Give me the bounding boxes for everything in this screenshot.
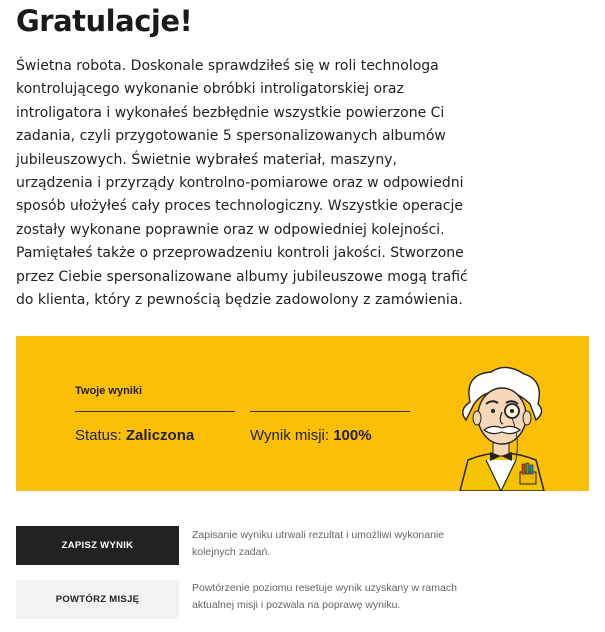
status-label: Status: xyxy=(75,427,126,444)
score-value: 100% xyxy=(333,427,372,444)
save-result-button[interactable]: ZAPISZ WYNIK xyxy=(16,526,179,565)
page-title: Gratulacje! xyxy=(16,4,193,38)
results-divider-score xyxy=(250,411,410,412)
congratulations-message: Świetna robota. Doskonale sprawdziłeś się w roli technologa kontrolującego wykonanie obróbki introligatorskiej oraz introligatora i wykonałeś bezbłędnie wszystkie powierzone Ci zadania, czyli przygotowanie 5 spersonalizowanych albumów jubileuszowych. Świetnie wybrałeś materiał, maszyny, urządzenia i przyrządy kontrolno-pomiarowe oraz w odpowiedni sposób ułożyłeś cały proces technologiczny. Wszystkie operacje zostały wykonane poprawnie oraz w odpowiedniej kolejności. Pamiętałeś także o przeprowadzeniu kontroli jakości. Stworzone przez Ciebie spersonalizowane albumy jubileuszowe mogą trafić do klienta, który z pewnością będzie zadowolony z zamówienia. xyxy=(16,58,468,309)
score-label: Wynik misji: xyxy=(250,427,334,444)
results-divider-status xyxy=(75,411,235,412)
save-result-hint: Zapisanie wyniku utrwali rezultat i umożliwi wykonanie kolejnych zadań. xyxy=(192,529,445,558)
results-panel xyxy=(16,336,589,491)
professor-mascot-icon xyxy=(446,364,556,491)
retry-mission-button[interactable]: POWTÓRZ MISJĘ xyxy=(16,580,179,619)
status-readout xyxy=(75,427,194,444)
score-readout xyxy=(250,427,372,444)
status-value: Zaliczona xyxy=(125,427,195,444)
results-label: Twoje wyniki xyxy=(75,385,143,397)
retry-mission-hint: Powtórzenie poziomu resetuje wynik uzyskany w ramach aktualnej misji i pozwala na poprawę wyniku. xyxy=(192,582,457,611)
